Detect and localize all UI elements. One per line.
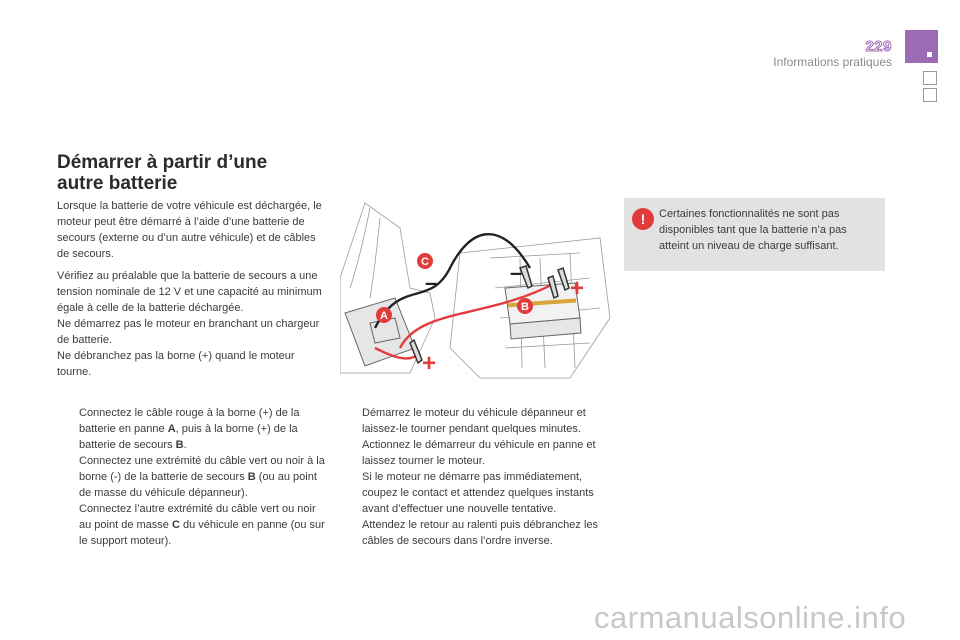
empty-tab-box [923,71,937,85]
exclamation-icon: ! [632,208,654,230]
intro-paragraph: Lorsque la batterie de votre véhicule est déchargée, le moteur peut être démarré à l’aide d’une batterie de secours (externe ou d’un autre véhicule) et de câbles de secours. [57,200,322,260]
plus-sign-a: + [422,350,437,377]
section-tab-square [905,30,938,63]
precaution-paragraph: Vérifiez au préalable que la batterie de secours a une tension nominale de 12 V et une capacité au minimum égale à celle de la batterie déchargée. Ne démarrez pas le moteur en branchant un chargeur de batterie. Ne débranchez pas la borne (+) quand le moteur tourne. [57,270,322,378]
watermark: carmanualsonline.info [594,600,907,635]
starting-steps [340,405,610,549]
page-title: Démarrer à partir d’une autre batterie [57,152,268,194]
svg-text:B: B [521,301,529,313]
list-item: Actionnez le démarreur du véhicule en panne et laissez tourner le moteur. Si le moteur ne démarre pas immédiatement, coupez le contact et attendez quelques instants avant d’effectuer une nouvelle tentative. [362,439,596,515]
list-item: Connectez le câble rouge à la borne (+) de la batterie en panne A, puis à la borne (+) de la batterie de secours B. [79,407,300,451]
list-item: Connectez l’autre extrémité du câble vert ou noir au point de masse C du véhicule en panne (ou sur le support moteur). [79,503,325,547]
list-item: Attendez le retour au ralenti puis débranchez les câbles de secours dans l’ordre inverse. [362,519,599,547]
list-item: Démarrez le moteur du véhicule dépanneur et laissez-le tourner pendant quelques minutes. [362,407,586,435]
svg-text:C: C [421,256,429,268]
connection-steps [57,405,327,549]
minus-sign-b: – [510,260,523,285]
warning-text: Certaines fonctionnalités ne sont pas disponibles tant que la batterie n’a pas atteint un niveau de charge suffisant. [659,208,847,252]
label-A [376,307,392,323]
label-B [517,298,533,314]
section-name: Informations pratiques [773,55,892,69]
empty-tab-box [923,88,937,102]
jump-start-illustration [340,198,620,383]
page-number: 229 [865,38,892,55]
warning-box [624,198,885,271]
square-dot-icon [927,52,932,57]
svg-text:A: A [380,310,388,322]
minus-sign-c: – [425,270,438,295]
list-item: Connectez une extrémité du câble vert ou noir à la borne (-) de la batterie de secours B (ou au point de masse du véhicule dépanneur). [79,455,325,499]
plus-sign-b: + [570,275,585,302]
label-C [417,253,433,269]
